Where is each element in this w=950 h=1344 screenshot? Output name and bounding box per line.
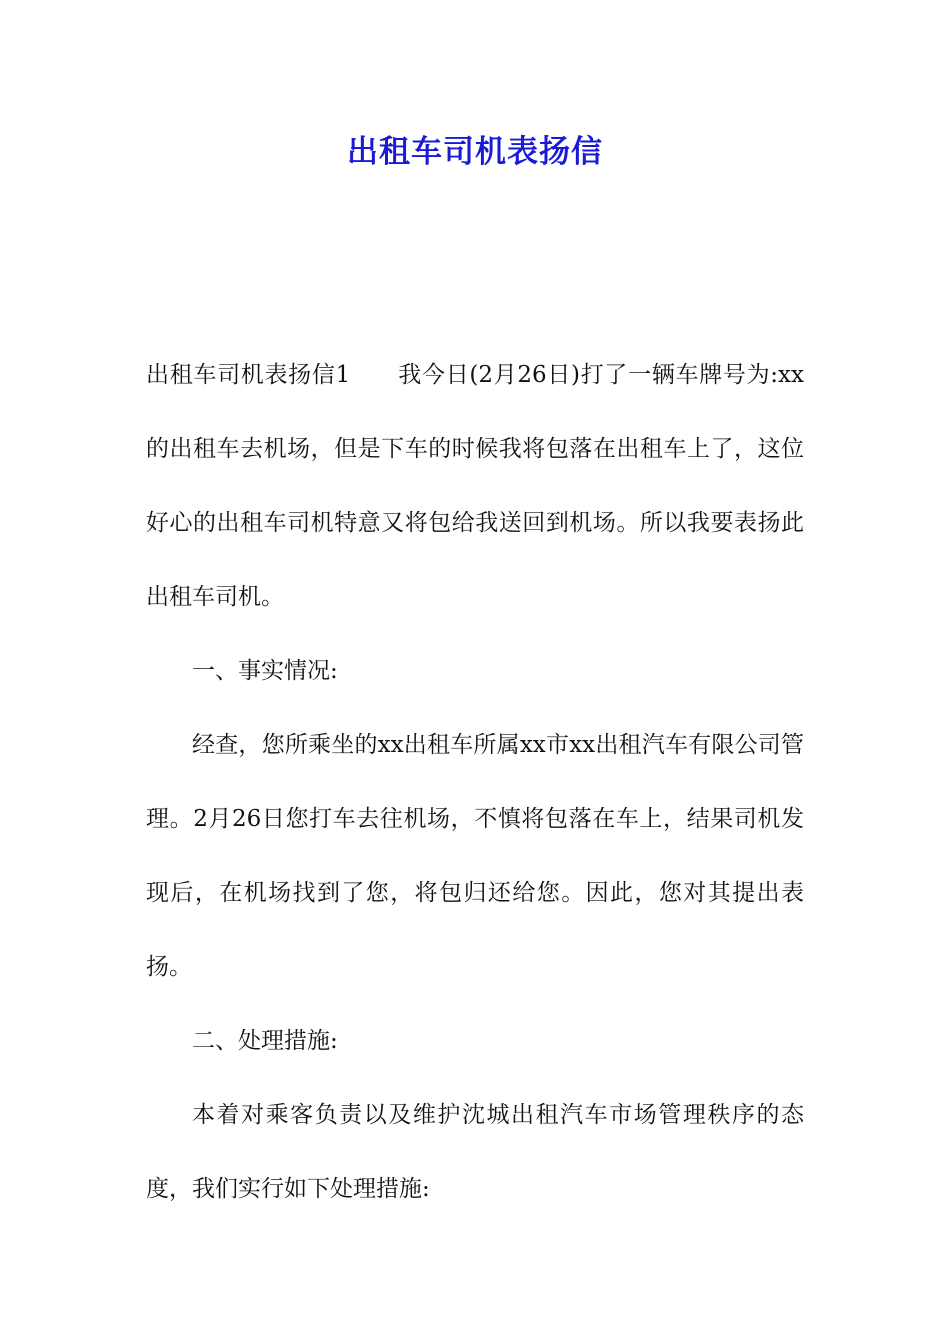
document-body <box>146 338 804 1226</box>
paragraph-facts: 经查，您所乘坐的xx出租车所属xx市xx出租汽车有限公司管理。2月26日您打车去往机场，不慎将包落在车上，结果司机发现后，在机场找到了您，将包归还给您。因此，您对其提出表扬。 <box>146 732 804 980</box>
paragraph-intro: 出租车司机表扬信1 我今日(2月26日)打了一辆车牌号为:xx的出租车去机场，但是下车的时候我将包落在出租车上了，这位好心的出租车司机特意又将包给我送回到机场。所以我要表扬此出租车司机。 <box>146 362 804 610</box>
document-title: 出租车司机表扬信 <box>347 134 603 170</box>
section-heading-measures: 二、处理措施: <box>192 1028 338 1054</box>
section-heading-facts: 一、事实情况: <box>192 658 338 684</box>
paragraph-measures: 本着对乘客负责以及维护沈城出租汽车市场管理秩序的态度，我们实行如下处理措施: <box>146 1102 804 1202</box>
